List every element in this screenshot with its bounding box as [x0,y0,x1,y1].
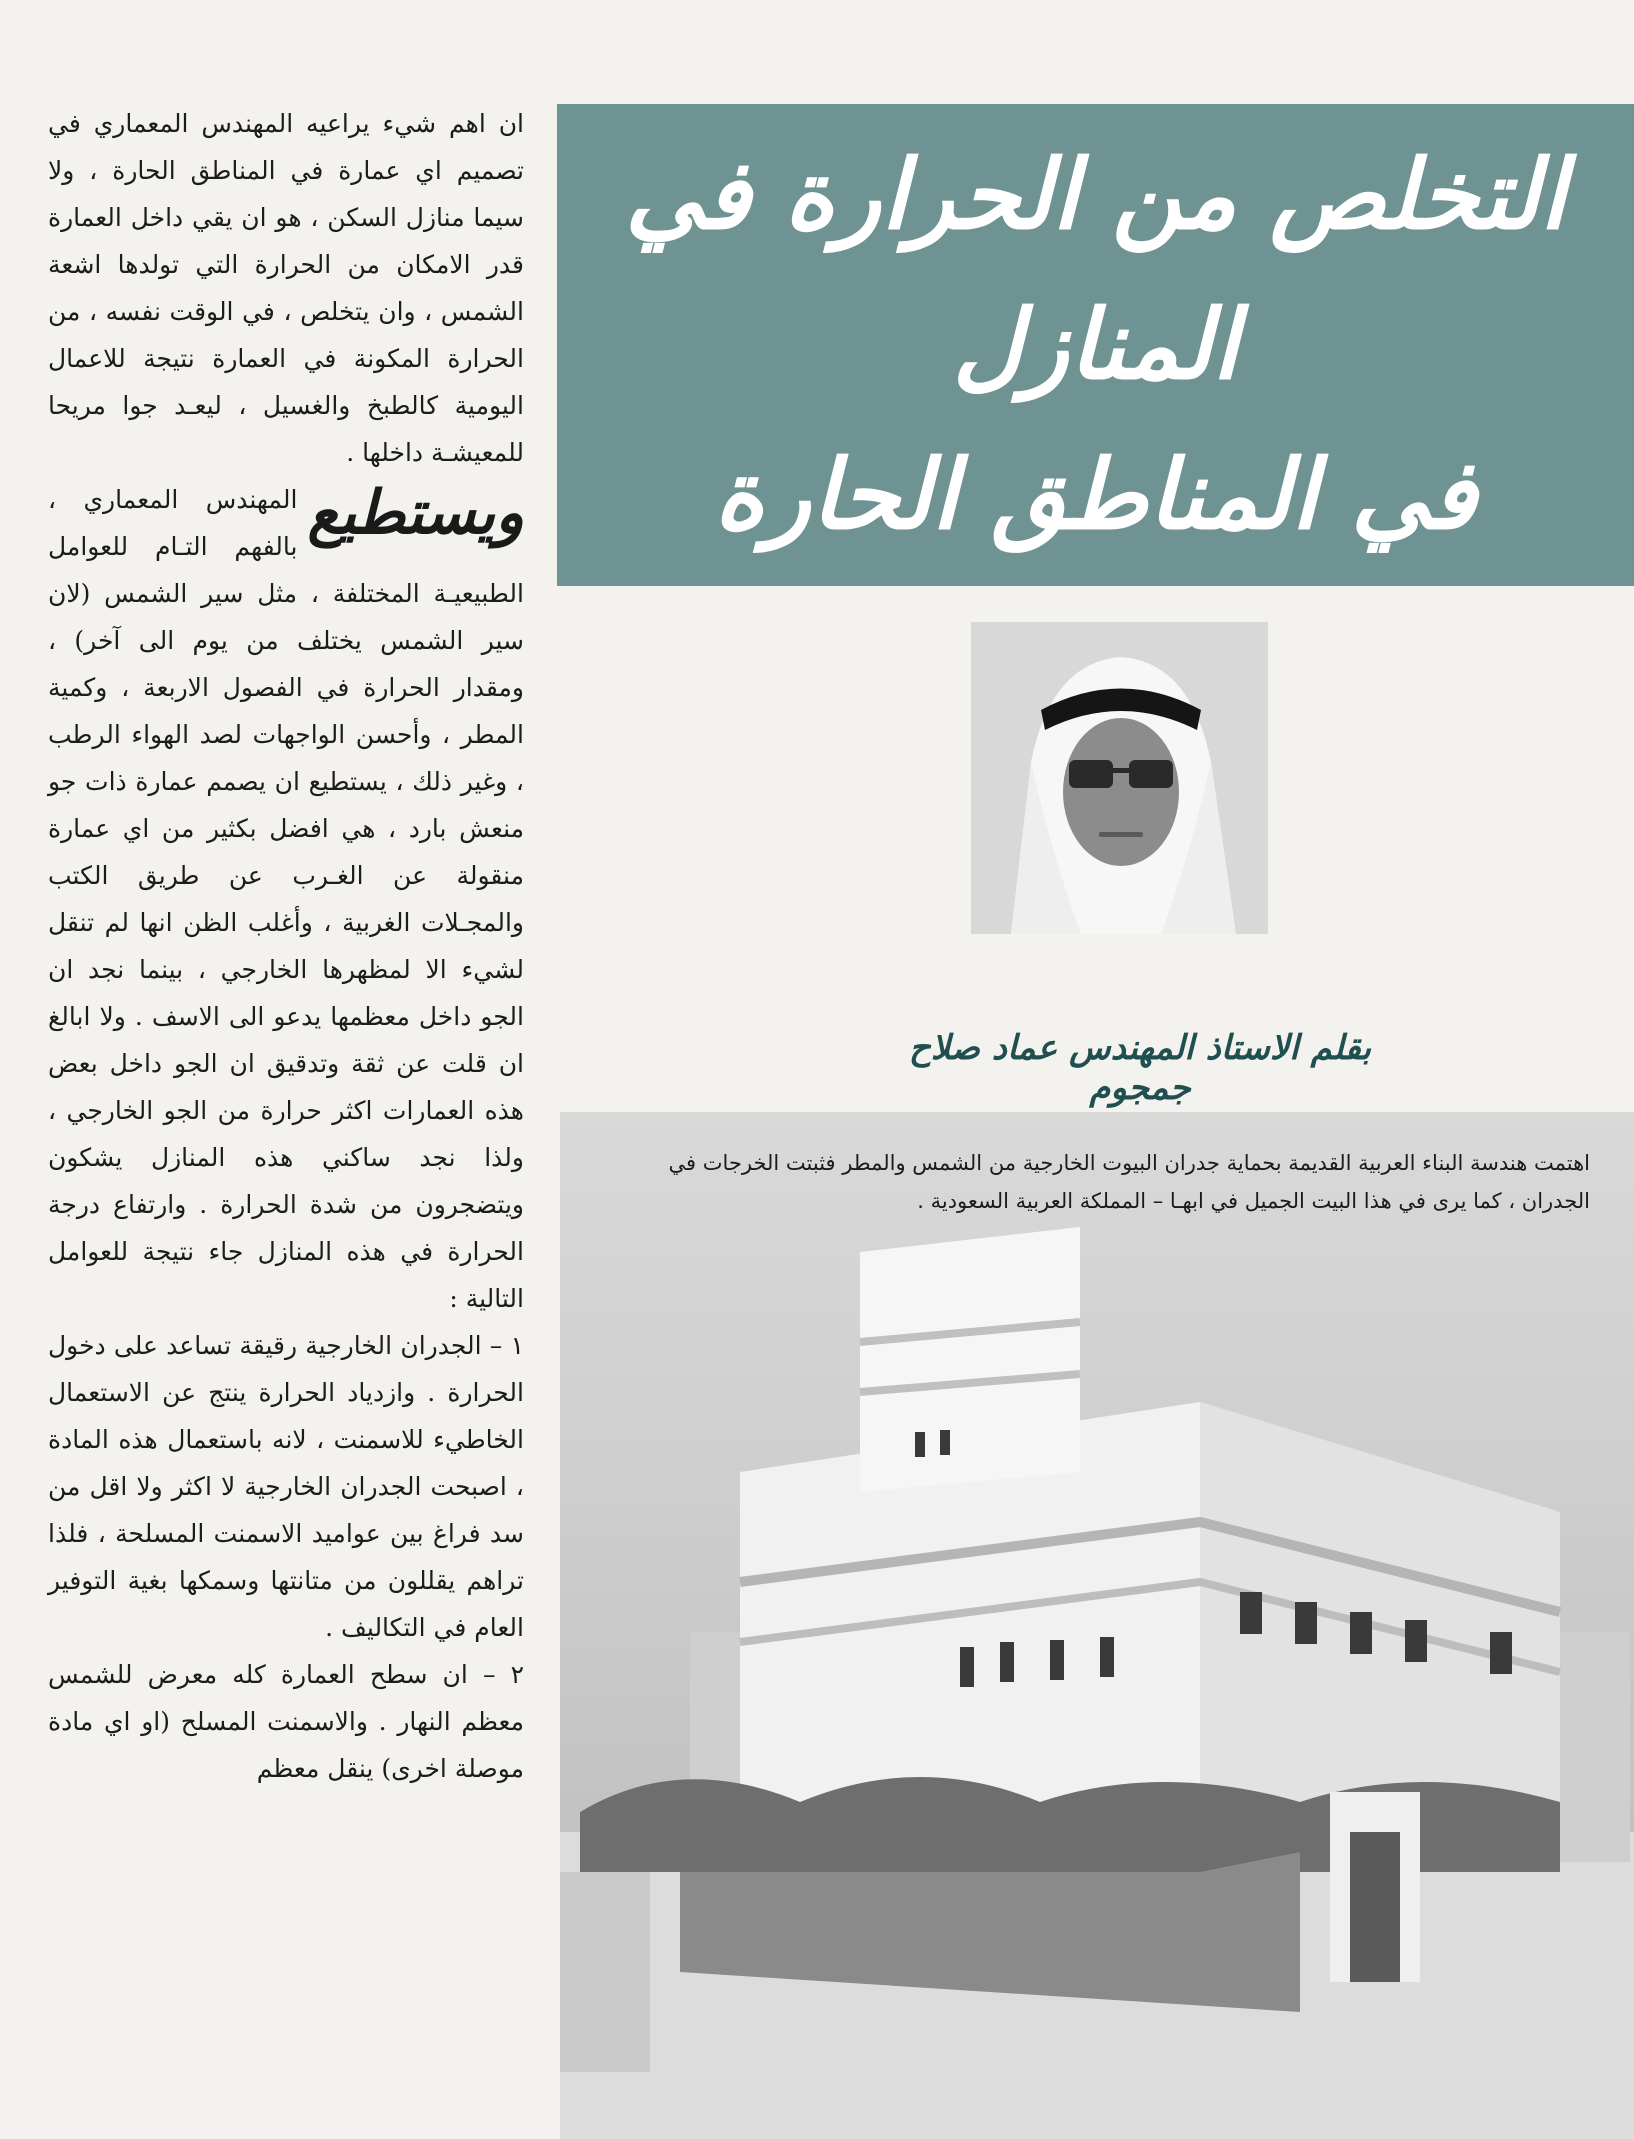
portrait-illustration [971,622,1268,934]
article-paragraph-4: ٢ – ان سطح العمارة كله معرض للشمس معظم النهار . والاسمنت المسلح (او اي مادة موصلة اخرى) ينقل معظم [48,1660,524,1783]
article-paragraph-2 [48,476,524,1322]
title-line-2: في المناطق الحارة [714,438,1477,551]
author-portrait [971,622,1268,934]
byline: بقلم الاستاذ المهندس عماد صلاح جمجوم [908,1028,1372,1108]
article-body [48,100,524,1792]
photo-caption: اهتمت هندسة البناء العربية القديمة بحماية جدران البيوت الخارجية من الشمس والمطر فثبتت الخرجات في الجدران ، كما يرى في هذا البيت الجميل في ابهـا – المملكة العربية السعودية . [668,1151,1590,1213]
article-paragraph-1: ان اهم شيء يراعيه المهندس المعماري في تصميم اي عمارة في المناطق الحارة ، ولا سيما منازل السكن ، هو ان يقي داخل العمارة قدر الامكان من الحرارة التي تولدها اشعة الشمس ، وان يتخلص ، في الوقت نفسه ، من الحرارة المكونة في العمارة نتيجة للاعمال اليومية كالطبخ والغسيل ، ليعـد جوا مريحا للمعيشـة داخلها . [48,109,524,467]
title-line-1: التخلص من الحرارة في المنازل [624,138,1567,401]
article-paragraph-3: ١ – الجدران الخارجية رقيقة تساعد على دخول الحرارة . وازدياد الحرارة ينتج عن الاستعمال الخاطيء للاسمنت ، لانه باستعمال هذه المادة ، اصبحت الجدران الخارجية لا اكثر ولا اقل من سد فراغ بين عواميد الاسمنت المسلحة ، فلذا تراهم يقللون من متانتها وسمكها بغية التوفير العام في التكاليف . [48,1331,524,1642]
dropcap-word: ويستطيع [307,478,524,548]
building-photo [560,1112,1634,2139]
building-illustration [560,1112,1634,2139]
title-banner [557,104,1634,586]
article-paragraph-2-text: المهندس المعماري ، بالفهم التـام للعوامل الطبيعيـة المختلفة ، مثل سير الشمس (لان سير الشمس يختلف من يوم الى آخر) ، ومقدار الحرارة في الفصول الاربعة ، وكمية المطر ، وأحسن الواجهات لصد الهواء الرطب ، وغير ذلك ، يستطيع ان يصمم عمارة ذات جو منعش بارد ، هي افضل بكثير من اي عمارة منقولة عن الغـرب عن طريق الكتب والمجـلات الغربية ، وأغلب الظن انها لم تنقل لشيء الا لمظهرها الخارجي ، بينما نجد ان الجو داخل معظمها يدعو الى الاسف . ولا ابالغ ان قلت عن ثقة وتدقيق ان الجو داخل بعض هذه العمارات اكثر حرارة من الجو الخارجي ، ولذا نجد ساكني هذه المنازل يشكون ويتضجرون من شدة الحرارة . وارتفاع درجة الحرارة في هذه المنازل جاء نتيجة للعوامل التالية : [48,485,524,1313]
